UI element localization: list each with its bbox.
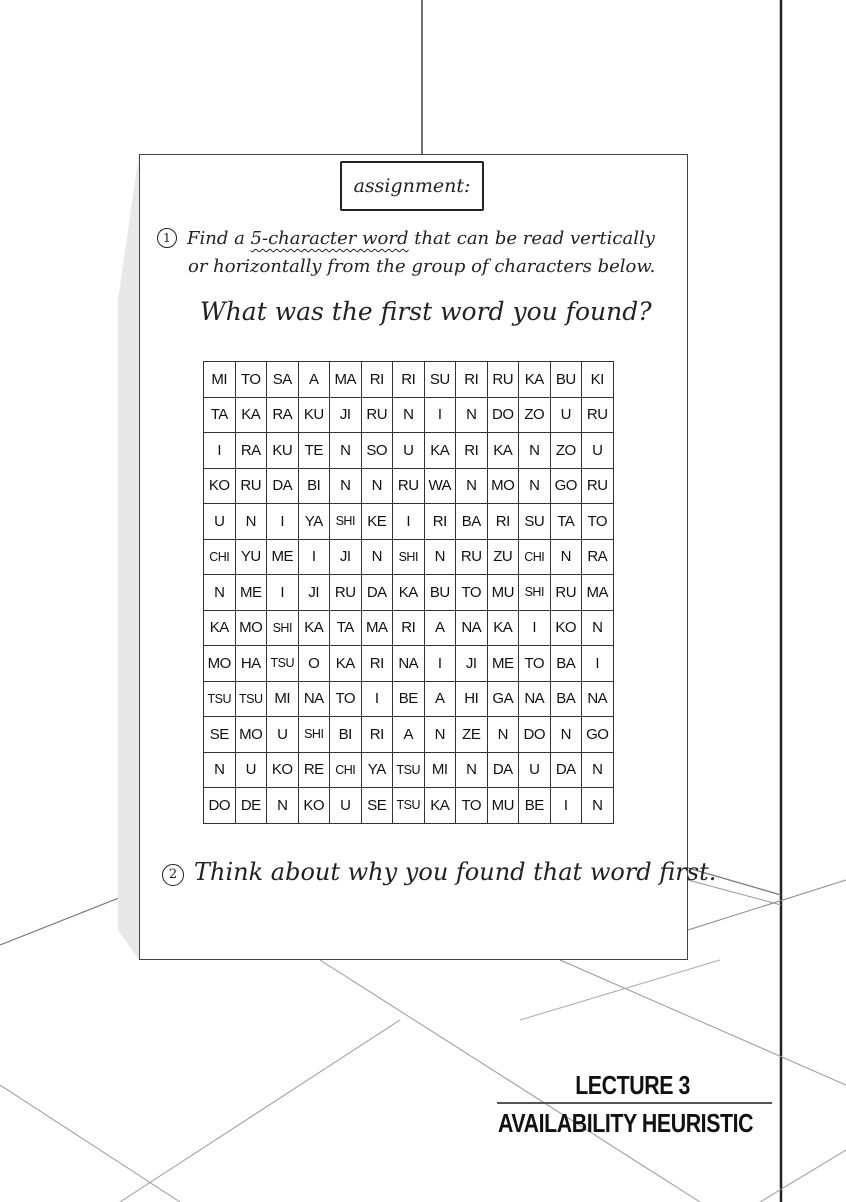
grid-cell: SE xyxy=(204,717,236,753)
grid-cell: BA xyxy=(456,504,488,540)
grid-cell: I xyxy=(267,504,299,540)
grid-cell: KO xyxy=(298,788,330,824)
grid-cell: RI xyxy=(487,504,519,540)
lecture-number: LECTURE 3 xyxy=(575,1070,690,1100)
grid-cell: TO xyxy=(582,504,614,540)
grid-cell: TSU xyxy=(204,681,236,717)
grid-cell: MI xyxy=(267,681,299,717)
grid-cell: O xyxy=(298,646,330,682)
grid-cell: GO xyxy=(582,717,614,753)
grid-cell: ZE xyxy=(456,717,488,753)
grid-cell: N xyxy=(330,468,362,504)
grid-cell: TSU xyxy=(393,788,425,824)
grid-cell: N xyxy=(519,433,551,469)
grid-cell: N xyxy=(456,397,488,433)
grid-cell: ME xyxy=(487,646,519,682)
grid-cell: KA xyxy=(298,610,330,646)
grid-cell: N xyxy=(582,610,614,646)
grid-cell: ME xyxy=(267,539,299,575)
grid-row xyxy=(204,433,614,469)
grid-cell: RU xyxy=(456,539,488,575)
grid-cell: DA xyxy=(361,575,393,611)
grid-cell: SU xyxy=(519,504,551,540)
grid-cell: NA xyxy=(393,646,425,682)
grid-cell: MO xyxy=(487,468,519,504)
grid-cell: N xyxy=(424,539,456,575)
grid-cell: BA xyxy=(550,646,582,682)
grid-cell: RE xyxy=(298,752,330,788)
grid-row xyxy=(204,468,614,504)
grid-cell: DO xyxy=(487,397,519,433)
grid-cell: JI xyxy=(298,575,330,611)
grid-cell: TSU xyxy=(393,752,425,788)
grid-cell: NA xyxy=(582,681,614,717)
instruction-1-prefix: Find a xyxy=(187,228,251,249)
grid-cell: BI xyxy=(330,717,362,753)
grid-cell: N xyxy=(204,575,236,611)
grid-cell: RU xyxy=(582,397,614,433)
grid-cell: N xyxy=(550,539,582,575)
grid-cell: MO xyxy=(235,717,267,753)
grid-row xyxy=(204,539,614,575)
lecture-divider xyxy=(497,1102,772,1104)
grid-cell: N xyxy=(235,504,267,540)
grid-cell: RI xyxy=(393,362,425,398)
grid-cell: N xyxy=(204,752,236,788)
grid-cell: N xyxy=(519,468,551,504)
grid-cell: I xyxy=(519,610,551,646)
grid-cell: I xyxy=(267,575,299,611)
grid-cell: ZO xyxy=(550,433,582,469)
grid-cell: RU xyxy=(361,397,393,433)
grid-cell: A xyxy=(424,610,456,646)
grid-cell: U xyxy=(204,504,236,540)
grid-cell: N xyxy=(550,717,582,753)
grid-cell: ZO xyxy=(519,397,551,433)
grid-cell: DA xyxy=(550,752,582,788)
instruction-1-underlined: 5-character word xyxy=(250,228,409,249)
grid-cell: MI xyxy=(424,752,456,788)
grid-cell: BI xyxy=(298,468,330,504)
grid-cell: TO xyxy=(456,788,488,824)
grid-cell: I xyxy=(582,646,614,682)
grid-cell: BE xyxy=(519,788,551,824)
instruction-2 xyxy=(162,858,716,886)
grid-cell: A xyxy=(393,717,425,753)
grid-cell: MU xyxy=(487,788,519,824)
grid-cell: RU xyxy=(235,468,267,504)
grid-cell: YA xyxy=(361,752,393,788)
grid-cell: SO xyxy=(361,433,393,469)
grid-row xyxy=(204,397,614,433)
grid-cell: N xyxy=(424,717,456,753)
grid-cell: DA xyxy=(267,468,299,504)
grid-cell: I xyxy=(204,433,236,469)
grid-cell: U xyxy=(550,397,582,433)
assignment-heading xyxy=(340,161,484,211)
grid-cell: SHI xyxy=(267,610,299,646)
grid-cell: DO xyxy=(519,717,551,753)
grid-cell: KO xyxy=(550,610,582,646)
assignment-heading-text: assignment: xyxy=(353,175,471,197)
character-grid xyxy=(203,361,614,824)
grid-cell: I xyxy=(298,539,330,575)
grid-cell: GA xyxy=(487,681,519,717)
grid-cell: RI xyxy=(456,362,488,398)
grid-row xyxy=(204,575,614,611)
grid-cell: KA xyxy=(424,788,456,824)
grid-cell: RA xyxy=(235,433,267,469)
grid-cell: SA xyxy=(267,362,299,398)
grid-cell: U xyxy=(330,788,362,824)
grid-cell: RU xyxy=(330,575,362,611)
number-1-circle: 1 xyxy=(157,228,177,248)
grid-cell: KA xyxy=(393,575,425,611)
grid-cell: TA xyxy=(204,397,236,433)
grid-cell: RI xyxy=(361,717,393,753)
grid-cell: I xyxy=(424,397,456,433)
grid-cell: N xyxy=(267,788,299,824)
grid-cell: N xyxy=(361,539,393,575)
grid-cell: A xyxy=(424,681,456,717)
grid-cell: RI xyxy=(456,433,488,469)
grid-cell: KA xyxy=(519,362,551,398)
grid-cell: N xyxy=(582,752,614,788)
grid-cell: TO xyxy=(235,362,267,398)
grid-cell: SHI xyxy=(298,717,330,753)
grid-cell: CHI xyxy=(330,752,362,788)
grid-cell: KU xyxy=(267,433,299,469)
grid-cell: SE xyxy=(361,788,393,824)
grid-cell: HA xyxy=(235,646,267,682)
grid-cell: SHI xyxy=(393,539,425,575)
grid-cell: A xyxy=(298,362,330,398)
grid-cell: U xyxy=(235,752,267,788)
grid-cell: I xyxy=(393,504,425,540)
grid-cell: I xyxy=(361,681,393,717)
instruction-2-text: Think about why you found that word first. xyxy=(194,858,717,886)
grid-cell: U xyxy=(267,717,299,753)
grid-row xyxy=(204,646,614,682)
grid-cell: MO xyxy=(235,610,267,646)
grid-cell: KA xyxy=(487,610,519,646)
grid-cell: N xyxy=(487,717,519,753)
grid-cell: RU xyxy=(487,362,519,398)
instruction-1-line2: or horizontally from the group of characters below. xyxy=(188,256,656,277)
grid-cell: BA xyxy=(550,681,582,717)
grid-row xyxy=(204,362,614,398)
grid-cell: RU xyxy=(582,468,614,504)
number-2-circle: 2 xyxy=(162,864,184,886)
lecture-title: AVAILABILITY HEURISTIC xyxy=(497,1108,753,1138)
grid-cell: NA xyxy=(519,681,551,717)
grid-cell: RA xyxy=(267,397,299,433)
grid-cell: N xyxy=(330,433,362,469)
grid-cell: YA xyxy=(298,504,330,540)
grid-cell: TO xyxy=(456,575,488,611)
grid-cell: MA xyxy=(582,575,614,611)
grid-cell: SHI xyxy=(330,504,362,540)
grid-cell: DO xyxy=(204,788,236,824)
grid-cell: TSU xyxy=(267,646,299,682)
grid-row xyxy=(204,610,614,646)
grid-cell: KO xyxy=(267,752,299,788)
grid-cell: MU xyxy=(487,575,519,611)
grid-cell: KU xyxy=(298,397,330,433)
grid-cell: CHI xyxy=(204,539,236,575)
grid-cell: DE xyxy=(235,788,267,824)
grid-cell: JI xyxy=(456,646,488,682)
instruction-1-suffix: that can be read vertically xyxy=(408,228,655,249)
instruction-1 xyxy=(157,228,655,249)
grid-cell: SHI xyxy=(519,575,551,611)
grid-cell: TA xyxy=(550,504,582,540)
grid-cell: KA xyxy=(424,433,456,469)
grid-cell: JI xyxy=(330,539,362,575)
grid-cell: RU xyxy=(550,575,582,611)
grid-cell: MA xyxy=(330,362,362,398)
grid-cell: KO xyxy=(204,468,236,504)
grid-cell: N xyxy=(582,788,614,824)
grid-cell: RI xyxy=(424,504,456,540)
grid-row xyxy=(204,752,614,788)
grid-cell: RI xyxy=(361,646,393,682)
grid-row xyxy=(204,681,614,717)
grid-cell: N xyxy=(456,468,488,504)
grid-cell: KA xyxy=(204,610,236,646)
grid-cell: U xyxy=(393,433,425,469)
grid-cell: NA xyxy=(298,681,330,717)
grid-cell: BU xyxy=(550,362,582,398)
grid-cell: HI xyxy=(456,681,488,717)
grid-cell: GO xyxy=(550,468,582,504)
grid-cell: BE xyxy=(393,681,425,717)
grid-cell: MA xyxy=(361,610,393,646)
grid-cell: JI xyxy=(330,397,362,433)
grid-row xyxy=(204,717,614,753)
grid-cell: MI xyxy=(204,362,236,398)
grid-cell: ZU xyxy=(487,539,519,575)
grid-cell: I xyxy=(424,646,456,682)
grid-cell: ME xyxy=(235,575,267,611)
grid-cell: I xyxy=(550,788,582,824)
grid-cell: NA xyxy=(456,610,488,646)
grid-cell: KA xyxy=(487,433,519,469)
grid-cell: TE xyxy=(298,433,330,469)
grid-cell: KA xyxy=(235,397,267,433)
grid-cell: RI xyxy=(361,362,393,398)
grid-cell: N xyxy=(361,468,393,504)
grid-row xyxy=(204,788,614,824)
grid-cell: U xyxy=(519,752,551,788)
grid-cell: BU xyxy=(424,575,456,611)
grid-cell: DA xyxy=(487,752,519,788)
grid-cell: RI xyxy=(393,610,425,646)
grid-cell: U xyxy=(582,433,614,469)
grid-cell: TO xyxy=(330,681,362,717)
grid-cell: KE xyxy=(361,504,393,540)
grid-cell: N xyxy=(456,752,488,788)
grid-cell: RA xyxy=(582,539,614,575)
grid-cell: WA xyxy=(424,468,456,504)
grid-cell: MO xyxy=(204,646,236,682)
grid-cell: RU xyxy=(393,468,425,504)
grid-cell: CHI xyxy=(519,539,551,575)
grid-cell: KI xyxy=(582,362,614,398)
grid-row xyxy=(204,504,614,540)
grid-cell: N xyxy=(393,397,425,433)
grid-cell: TSU xyxy=(235,681,267,717)
grid-cell: YU xyxy=(235,539,267,575)
grid-cell: KA xyxy=(330,646,362,682)
question-text: What was the first word you found? xyxy=(200,297,652,326)
grid-cell: SU xyxy=(424,362,456,398)
grid-cell: TO xyxy=(519,646,551,682)
grid-cell: TA xyxy=(330,610,362,646)
